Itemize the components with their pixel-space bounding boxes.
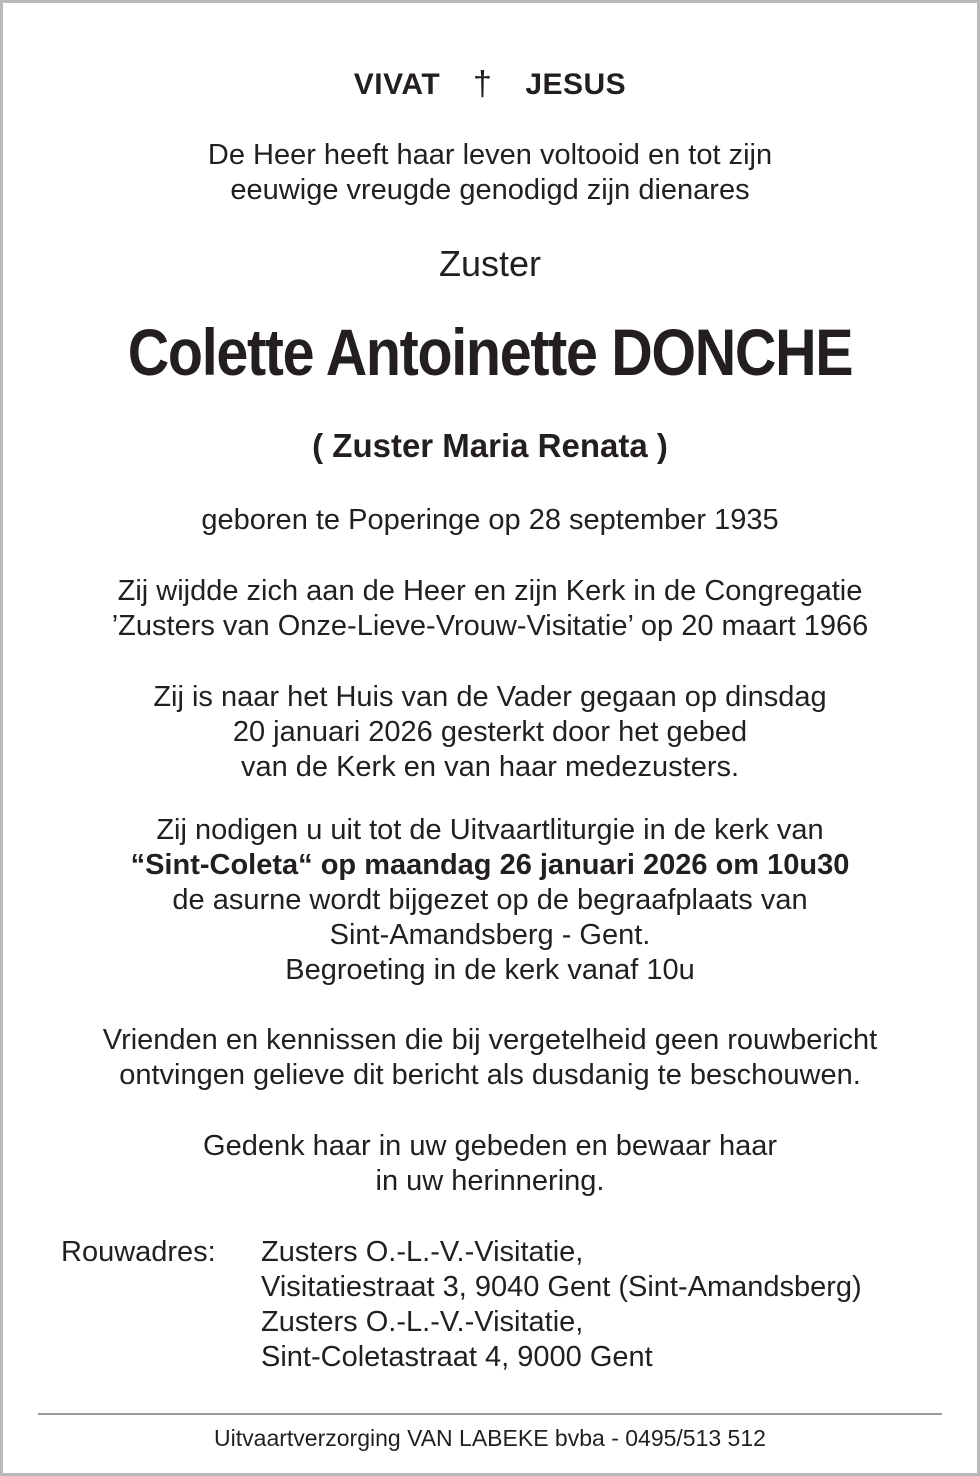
- vows-info: [3, 574, 977, 644]
- remember-line-2: in uw herinnering.: [375, 1165, 605, 1197]
- remembrance-text: [3, 1129, 977, 1199]
- death-line-3: van de Kerk en van haar medezusters.: [240, 751, 740, 783]
- friends-line-2: ontvingen gelieve dit bericht als dusdanig te beschouwen.: [119, 1059, 861, 1091]
- death-line-2: 20 januari 2026 gesterkt door het gebed: [232, 716, 748, 748]
- invitation-line-1: Zij nodigen u uit tot de Uitvaartliturgie in de kerk van: [156, 814, 824, 846]
- funeral-director-footer: Uitvaartverzorging VAN LABEKE bvba - 0495/513 512: [214, 1425, 766, 1451]
- intro-text: [3, 138, 977, 208]
- title-word: Zuster: [438, 243, 542, 284]
- address-line: Zusters O.-L.-V.-Visitatie,: [261, 1236, 584, 1268]
- header-right: JESUS: [525, 67, 627, 101]
- invitation-line-5: Begroeting in de kerk vanaf 10u: [285, 954, 695, 986]
- death-line-1: Zij is naar het Huis van de Vader gegaan op dinsdag: [153, 681, 827, 713]
- address-line: Visitatiestraat 3, 9040 Gent (Sint-Amandsberg): [261, 1271, 862, 1303]
- divider: [38, 1413, 942, 1415]
- invitation-line-3: de asurne wordt bijgezet op de begraafplaats van: [172, 884, 808, 916]
- header-vivat-jesus: [3, 65, 977, 104]
- birth-line: geboren te Poperinge op 28 september 1935: [201, 504, 779, 536]
- deceased-name: Colette Antoinette DONCHE: [127, 315, 853, 389]
- funeral-invitation: [3, 813, 977, 988]
- cross-icon: †: [473, 65, 493, 103]
- remember-line-1: Gedenk haar in uw gebeden en bewaar haar: [203, 1130, 777, 1162]
- address-label: Rouwadres:: [61, 1236, 216, 1268]
- address-line: Sint-Coletastraat 4, 9000 Gent: [261, 1341, 653, 1373]
- birth-info: [3, 503, 977, 538]
- address-lines: [261, 1235, 862, 1375]
- intro-line-1: De Heer heeft haar leven voltooid en tot zijn: [207, 139, 773, 171]
- intro-line-2: eeuwige vreugde genodigd zijn dienares: [230, 174, 750, 206]
- invitation-line-2: “Sint-Coleta“ op maandag 26 januari 2026 om 10u30: [130, 849, 850, 881]
- vows-line-2: ’Zusters van Onze-Lieve-Vrouw-Visitatie’ op 20 maart 1966: [111, 610, 869, 642]
- friends-line-1: Vrienden en kennissen die bij vergetelheid geen rouwbericht: [102, 1024, 878, 1056]
- mourning-address: [61, 1235, 937, 1375]
- death-info: [3, 680, 977, 785]
- religious-name: ( Zuster Maria Renata ): [312, 427, 668, 464]
- invitation-line-4: Sint-Amandsberg - Gent.: [329, 919, 651, 951]
- header-left: VIVAT: [353, 67, 441, 101]
- friends-notice: [3, 1023, 977, 1093]
- address-line: Zusters O.-L.-V.-Visitatie,: [261, 1306, 584, 1338]
- vows-line-1: Zij wijdde zich aan de Heer en zijn Kerk in de Congregatie: [117, 575, 863, 607]
